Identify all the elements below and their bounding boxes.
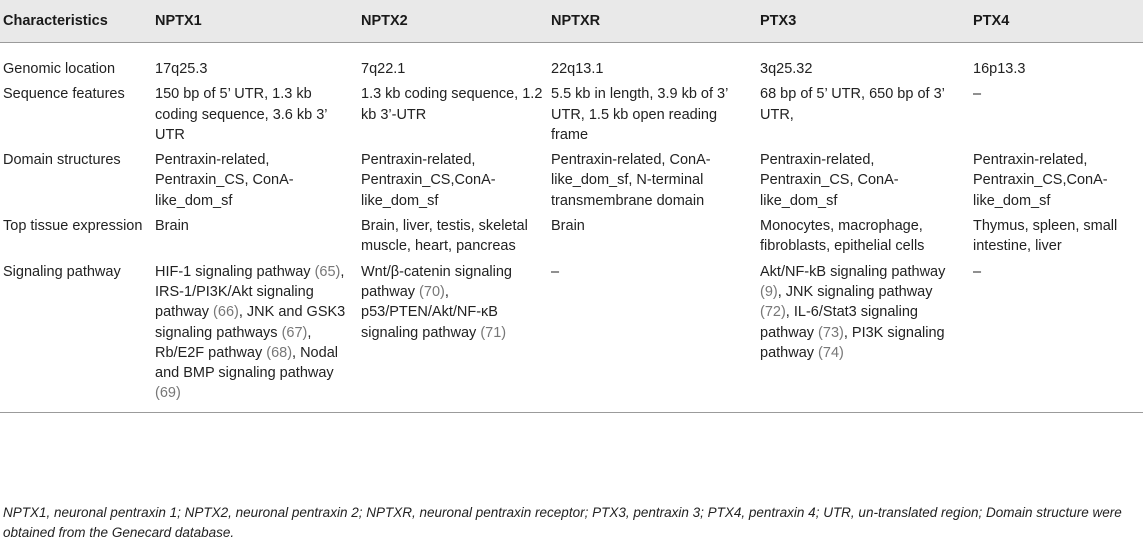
table-cell: Pentraxin-related, Pentraxin_CS, ConA-like_dom_sf xyxy=(760,152,899,209)
table-row-top-tissue-expression xyxy=(0,213,1143,259)
citation-reference[interactable]: (70) xyxy=(419,283,445,300)
table-cell: 17q25.3 xyxy=(155,61,208,77)
pathway-text: , IRS-1/PI3K/Akt signaling pathway xyxy=(155,263,345,321)
row-label: Sequence features xyxy=(3,86,125,103)
citation-reference[interactable]: (71) xyxy=(480,324,507,341)
table-cell: Pentraxin-related, Pentraxin_CS, ConA-like_dom_sf xyxy=(155,152,294,209)
table-cell: Thymus, spleen, small intestine, liver xyxy=(973,218,1118,255)
pathway-text: , JNK and GSK3 signaling pathways xyxy=(155,304,346,341)
citation-reference[interactable]: (68) xyxy=(266,344,293,361)
header-nptxr: NPTXR xyxy=(551,0,760,43)
pathway-text: , PI3K signaling pathway xyxy=(760,324,945,361)
table-cell: 1.3 kb coding sequence, 1.2 kb 3’-UTR xyxy=(361,86,543,123)
table-header-row xyxy=(0,0,1143,43)
row-label: Genomic location xyxy=(3,61,116,77)
citation-reference[interactable]: (65) xyxy=(314,263,341,280)
citation-reference[interactable]: (74) xyxy=(818,344,844,361)
table-cell xyxy=(973,259,1143,413)
table-cell: Brain xyxy=(551,218,585,235)
table-row-domain-structures xyxy=(0,147,1143,213)
row-label: Signaling pathway xyxy=(0,259,155,413)
header-nptx2: NPTX2 xyxy=(361,0,551,43)
citation-reference[interactable]: (72) xyxy=(760,304,786,321)
table-row-genomic-location xyxy=(0,43,1143,82)
table-cell xyxy=(760,259,973,413)
row-label: Domain structures xyxy=(3,152,121,169)
pathway-text: – xyxy=(551,263,560,280)
pathway-text: – xyxy=(973,263,982,280)
table-row-sequence-features xyxy=(0,81,1143,147)
pathway-text: , JNK signaling pathway xyxy=(777,283,933,300)
table-row-signaling-pathway xyxy=(0,259,1143,413)
table-cell: 5.5 kb in length, 3.9 kb of 3’ UTR, 1.5 kb open reading frame xyxy=(551,86,728,143)
table-cell xyxy=(551,259,760,413)
table-cell: 16p13.3 xyxy=(973,61,1026,77)
table-cell xyxy=(361,259,551,413)
citation-reference[interactable]: (69) xyxy=(155,385,181,402)
pathway-text: Wnt/β-catenin signaling pathway xyxy=(361,263,512,300)
table-cell: Brain, liver, testis, skeletal muscle, heart, pancreas xyxy=(361,218,528,255)
table-cell: Pentraxin-related, Pentraxin_CS,ConA-like_dom_sf xyxy=(973,152,1108,209)
pathway-text: , Nodal and BMP signaling pathway xyxy=(155,344,338,382)
table-cell: Pentraxin-related, ConA-like_dom_sf, N-terminal transmembrane domain xyxy=(551,152,711,209)
header-ptx3: PTX3 xyxy=(760,0,973,43)
table-cell: 3q25.32 xyxy=(760,61,813,77)
table-cell: 7q22.1 xyxy=(361,61,406,77)
citation-reference[interactable]: (9) xyxy=(760,283,778,300)
table-cell: – xyxy=(973,86,982,103)
citation-reference[interactable]: (66) xyxy=(213,304,239,321)
table-cell: Monocytes, macrophage, fibroblasts, epithelial cells xyxy=(760,218,925,255)
citation-reference[interactable]: (73) xyxy=(818,324,844,341)
table-cell: 68 bp of 5’ UTR, 650 bp of 3’ UTR, xyxy=(760,86,945,123)
table-cell: 150 bp of 5’ UTR, 1.3 kb coding sequence, 3.6 kb 3’ UTR xyxy=(155,86,327,143)
pathway-text: , Rb/E2F pathway xyxy=(155,324,312,361)
table-cell: Brain xyxy=(155,218,189,235)
citation-reference[interactable]: (67) xyxy=(281,324,308,341)
table-cell: Pentraxin-related, Pentraxin_CS,ConA-like_dom_sf xyxy=(361,152,496,209)
header-nptx1: NPTX1 xyxy=(155,0,361,43)
table-cell: 22q13.1 xyxy=(551,61,604,77)
table-footnote: NPTX1, neuronal pentraxin 1; NPTX2, neuronal pentraxin 2; NPTXR, neuronal pentraxin receptor; PTX3, pentraxin 3; PTX4, pentraxin 4; UTR, un-translated region; Domain structure were obtained from the Genecard database. xyxy=(3,505,1122,540)
pathway-text: HIF-1 signaling pathway xyxy=(155,263,315,280)
pathway-text: , IL-6/Stat3 signaling pathway xyxy=(760,304,918,341)
pathway-text: Akt/NF-kB signaling pathway xyxy=(760,263,946,280)
pathway-text: , p53/PTEN/Akt/NF-κB signaling pathway xyxy=(361,283,498,341)
table-cell xyxy=(155,259,361,413)
header-characteristics: Characteristics xyxy=(0,0,155,43)
header-ptx4: PTX4 xyxy=(973,0,1143,43)
row-label: Top tissue expression xyxy=(3,218,143,235)
